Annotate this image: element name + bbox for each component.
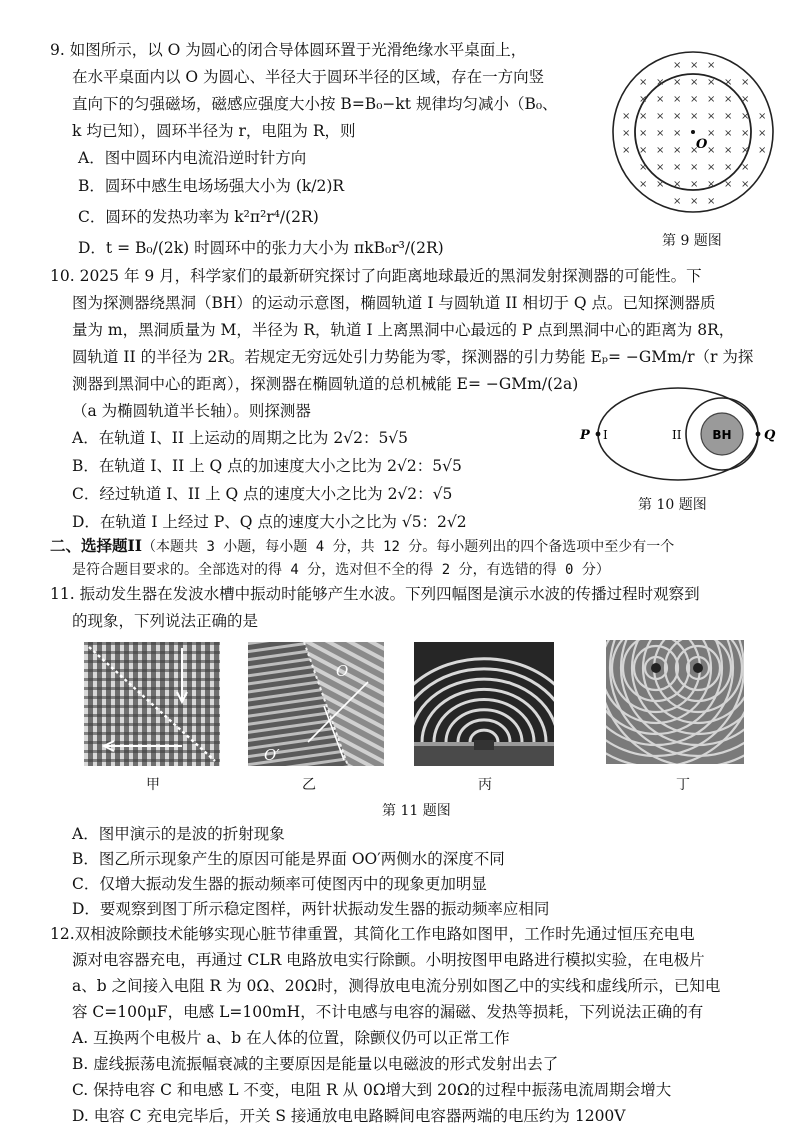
q9-line-3: 直向下的匀强磁场，磁感应强度大小按 B=B₀−kt 规律均匀减小（B₀、 xyxy=(72,95,558,113)
q9-line-4: k 均已知），圆环半径为 r，电阻为 R，则 xyxy=(72,122,356,140)
field-cross-4: × xyxy=(656,77,665,88)
q10-line-4: 圆轨道 II 的半径为 2R。若规定无穷远处引力势能为零，探测器的引力势能 Eₚ= −GMm/r（r 为探 xyxy=(72,348,754,366)
bh-label: BH xyxy=(712,428,732,442)
field-cross-29: × xyxy=(673,128,682,139)
field-cross-5: × xyxy=(673,77,682,88)
field-cross-55: × xyxy=(724,179,733,190)
section-2-header xyxy=(50,536,674,557)
field-cross-31: × xyxy=(724,128,733,139)
q9-option-d: D．t = B₀/(2k) 时圆环中的张力大小为 πkB₀r³/(2R) xyxy=(78,239,444,257)
field-cross-11: × xyxy=(656,94,665,105)
q11-line-2: 的现象，下列说法正确的是 xyxy=(72,612,259,630)
field-cross-38: × xyxy=(690,145,699,156)
q10-line-6: （a 为椭圆轨道半长轴）。则探测器 xyxy=(72,402,311,420)
field-cross-48: × xyxy=(724,162,733,173)
field-cross-13: × xyxy=(690,94,699,105)
field-cross-42: × xyxy=(758,145,767,156)
field-cross-18: × xyxy=(639,111,648,122)
field-cross-59: × xyxy=(707,196,716,207)
photo-yi xyxy=(248,642,384,766)
field-cross-27: × xyxy=(639,128,648,139)
field-cross-52: × xyxy=(673,179,682,190)
q10-line-5: 测器到黑洞中心的距离），探测器在椭圆轨道的总机械能 E= −GMm/(2a) xyxy=(72,375,579,393)
field-cross-16: × xyxy=(741,94,750,105)
field-cross-41: × xyxy=(741,145,750,156)
field-cross-36: × xyxy=(656,145,665,156)
field-cross-54: × xyxy=(707,179,716,190)
field-cross-20: × xyxy=(673,111,682,122)
field-cross-12: × xyxy=(673,94,682,105)
photo-yi-o-label: O xyxy=(336,662,349,680)
q11-option-b: B．图乙所示现象产生的原因可能是界面 OO′两侧水的深度不同 xyxy=(72,850,505,868)
field-cross-24: × xyxy=(741,111,750,122)
q10-option-b: B．在轨道 I、II 上 Q 点的加速度大小之比为 2√2：5√5 xyxy=(72,457,462,475)
q12-option-a: A. 互换两个电极片 a、b 在人体的位置，除颤仪仍可以正常工作 xyxy=(72,1029,510,1047)
q12-line-1: 12.双相波除颤技术能够实现心脏节律重置，其简化工作电路如图甲，工作时先通过恒压充电电 xyxy=(50,925,695,943)
q11-caption: 第 11 题图 xyxy=(382,803,451,819)
field-cross-32: × xyxy=(741,128,750,139)
point-p-label: P xyxy=(580,428,590,443)
photo-bing-label: 丙 xyxy=(478,777,492,793)
q10-option-d: D．在轨道 I 上经过 P、Q 点的速度大小之比为 √5：2√2 xyxy=(72,513,467,531)
field-cross-1: × xyxy=(690,60,699,71)
photo-jia xyxy=(84,642,220,766)
q12-line-3: a、b 之间接入电阻 R 为 0Ω、20Ω时，测得放电电流分别如图乙中的实线和虚线所示，已知电 xyxy=(72,977,721,995)
q9-option-c: C．圆环的发热功率为 k²π²r⁴/(2R) xyxy=(78,208,319,226)
q10-option-c: C．经过轨道 I、II 上 Q 点的速度大小之比为 2√2：√5 xyxy=(72,485,453,503)
field-cross-58: × xyxy=(690,196,699,207)
photo-yi-label: 乙 xyxy=(302,777,316,793)
photo-yi-o2-label: O′ xyxy=(264,746,280,764)
q12-line-4: 容 C=100μF，电感 L=100mH，不计电感与电容的漏磁、发热等损耗，下列说法正确的有 xyxy=(72,1003,704,1021)
field-cross-10: × xyxy=(639,94,648,105)
field-cross-23: × xyxy=(724,111,733,122)
q10-line-1: 10. 2025 年 9 月，科学家们的最新研究探讨了向距离地球最近的黑洞发射探测器的可能性。下 xyxy=(50,267,702,285)
field-cross-37: × xyxy=(673,145,682,156)
q9-line-1: 9. 如图所示，以 O 为圆心的闭合导体圆环置于光滑绝缘水平桌面上， xyxy=(50,41,527,59)
field-cross-53: × xyxy=(690,179,699,190)
field-cross-14: × xyxy=(707,94,716,105)
photo-ding xyxy=(606,640,744,764)
q12-option-d: D. 电容 C 充电完毕后，开关 S 接通放电电路瞬间电容器两端的电压约为 1200V xyxy=(72,1107,626,1125)
photo-ding-label: 丁 xyxy=(676,777,690,793)
field-cross-8: × xyxy=(724,77,733,88)
field-cross-26: × xyxy=(622,128,631,139)
field-cross-7: × xyxy=(707,77,716,88)
q10-caption: 第 10 题图 xyxy=(638,497,707,513)
field-cross-39: × xyxy=(707,145,716,156)
field-cross-40: × xyxy=(724,145,733,156)
field-cross-2: × xyxy=(707,60,716,71)
q11-option-a: A．图甲演示的是波的折射现象 xyxy=(72,825,285,843)
field-cross-57: × xyxy=(673,196,682,207)
point-q-label: Q xyxy=(764,428,776,443)
photo-bing xyxy=(414,642,554,766)
q12-option-b: B. 虚线振荡电流振幅衰减的主要原因是能量以电磁波的形式发射出去了 xyxy=(72,1055,559,1073)
section-2-note-2: 是符合题目要求的。全部选对的得 4 分，选对但不全的得 2 分，有选错的得 0 分） xyxy=(72,562,610,578)
field-cross-44: × xyxy=(656,162,665,173)
q11-option-d: D．要观察到图丁所示稳定图样，两针状振动发生器的振动频率应相同 xyxy=(72,900,550,918)
field-cross-34: × xyxy=(622,145,631,156)
field-cross-9: × xyxy=(741,77,750,88)
field-cross-22: × xyxy=(707,111,716,122)
field-cross-6: × xyxy=(690,77,699,88)
q9-figure xyxy=(608,40,778,222)
field-cross-47: × xyxy=(707,162,716,173)
field-cross-45: × xyxy=(673,162,682,173)
field-cross-3: × xyxy=(639,77,648,88)
photo-jia-label: 甲 xyxy=(146,777,160,793)
field-cross-50: × xyxy=(639,179,648,190)
q9-center-label: O xyxy=(696,137,708,152)
field-cross-15: × xyxy=(724,94,733,105)
field-cross-51: × xyxy=(656,179,665,190)
field-cross-0: × xyxy=(673,60,682,71)
field-cross-49: × xyxy=(741,162,750,173)
q11-option-c: C．仅增大振动发生器的振动频率可使图丙中的现象更加明显 xyxy=(72,875,487,893)
orbit-1-label: I xyxy=(603,428,608,442)
field-cross-17: × xyxy=(622,111,631,122)
field-cross-33: × xyxy=(758,128,767,139)
q11-line-1: 11. 振动发生器在发波水槽中振动时能够产生水波。下列四幅图是演示水波的传播过程时观察到 xyxy=(50,585,700,603)
q10-line-3: 量为 m，黑洞质量为 M，半径为 R，轨道 I 上离黑洞中心最远的 P 点到黑洞中心的距离为 8R， xyxy=(72,321,735,339)
field-cross-19: × xyxy=(656,111,665,122)
field-cross-21: × xyxy=(690,111,699,122)
q10-figure xyxy=(572,380,782,488)
q10-option-a: A．在轨道 I、II 上运动的周期之比为 2√2：5√5 xyxy=(72,429,409,447)
q12-line-2: 源对电容器充电，再通过 CLR 电路放电实行除颤。小明按图甲电路进行模拟实验，在电极片 xyxy=(72,951,705,969)
field-cross-35: × xyxy=(639,145,648,156)
orbit-2-label: II xyxy=(672,428,682,442)
field-cross-25: × xyxy=(758,111,767,122)
q10-line-2: 图为探测器绕黑洞（BH）的运动示意图，椭圆轨道 I 与圆轨道 II 相切于 Q 点。已知探测器质 xyxy=(72,294,716,312)
field-cross-46: × xyxy=(690,162,699,173)
field-cross-56: × xyxy=(741,179,750,190)
section-2-note-1: （本题共 3 小题，每小题 4 分，共 12 分。每小题列出的四个备选项中至少有一个 xyxy=(142,539,675,555)
field-cross-30: × xyxy=(707,128,716,139)
q9-caption: 第 9 题图 xyxy=(662,233,722,249)
q12-option-c: C. 保持电容 C 和电感 L 不变，电阻 R 从 0Ω增大到 20Ω的过程中振荡电流周期会增大 xyxy=(72,1081,672,1099)
q9-option-a: A．图中圆环内电流沿逆时针方向 xyxy=(78,149,307,167)
section-2-title: 二、选择题II xyxy=(50,536,143,555)
q9-line-2: 在水平桌面内以 O 为圆心、半径大于圆环半径的区域，存在一方向竖 xyxy=(72,68,545,86)
field-cross-28: × xyxy=(656,128,665,139)
q9-option-b: B．圆环中感生电场场强大小为 (k/2)R xyxy=(78,177,345,195)
field-cross-43: × xyxy=(639,162,648,173)
